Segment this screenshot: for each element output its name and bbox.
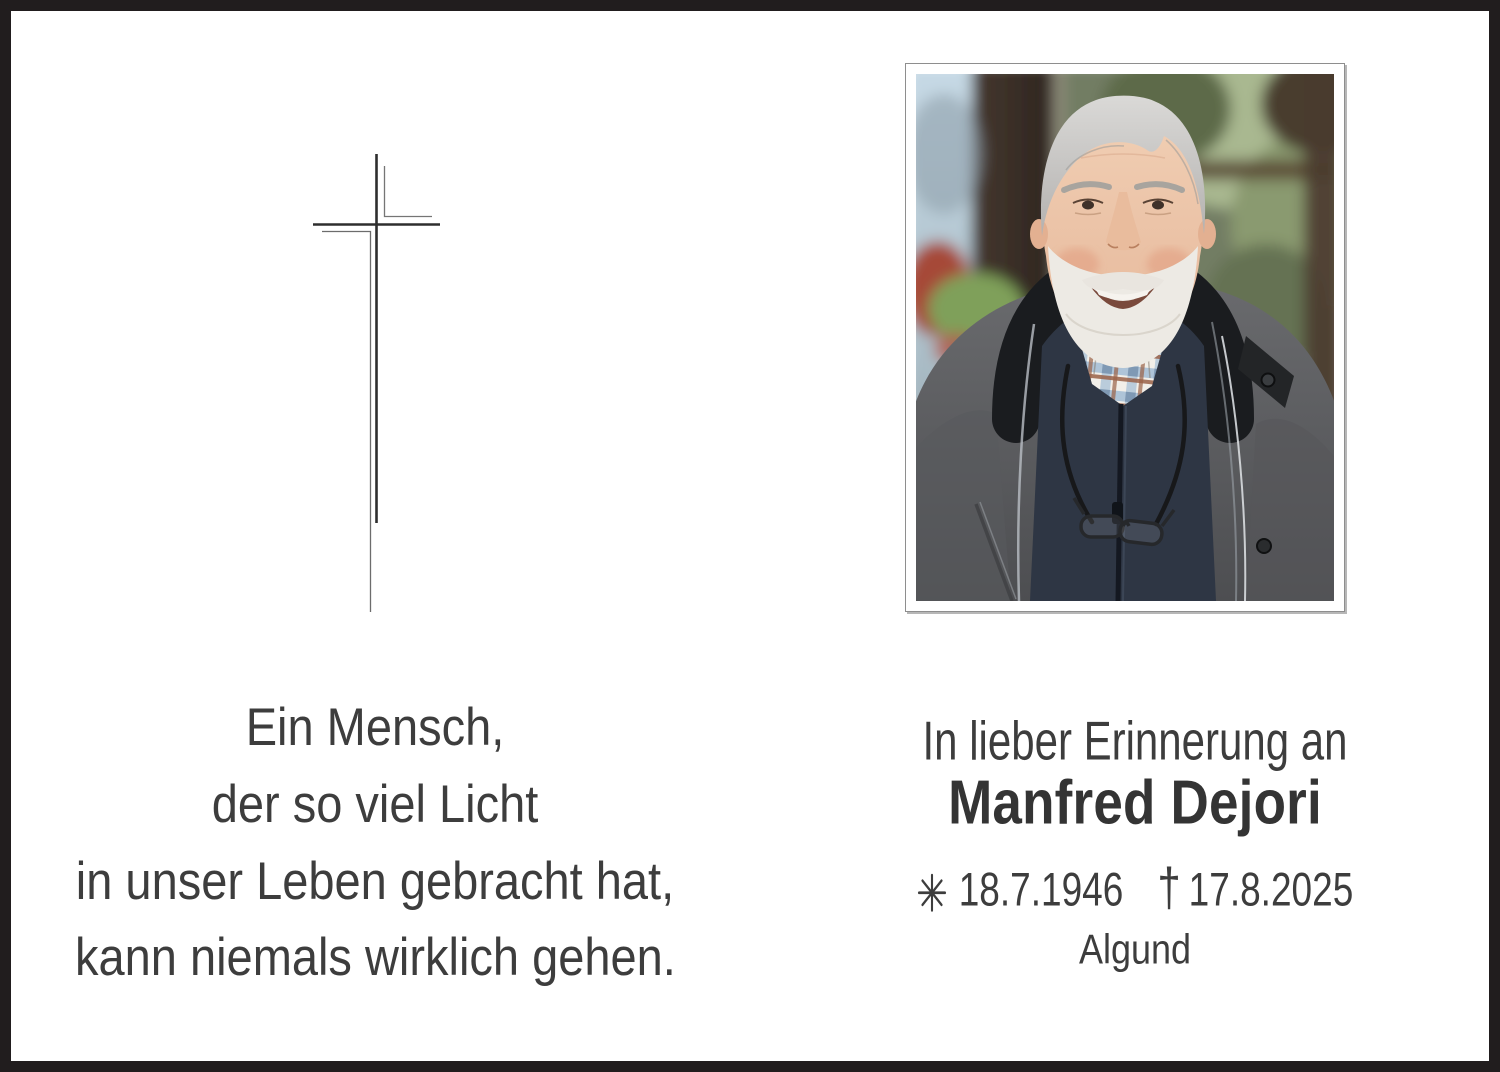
verse-line: kann niemals wirklich gehen. [75, 926, 676, 986]
birth-date: 18.7.1946 [958, 863, 1124, 916]
place-name: Algund [1078, 925, 1192, 973]
death-cross-icon: † [1157, 857, 1181, 917]
remembrance-intro: In lieber Erinnerung an [922, 710, 1348, 772]
verse-line: der so viel Licht [211, 773, 539, 833]
verse-line: Ein Mensch, [245, 696, 505, 756]
birth-star-icon [917, 874, 947, 912]
memorial-cross-icon [300, 145, 460, 635]
verse-line: in unser Leben gebracht hat, [75, 850, 675, 910]
deceased-name: Manfred Dejori [948, 768, 1322, 838]
portrait-photo [916, 74, 1334, 601]
death-date: 17.8.2025 [1188, 863, 1354, 916]
portrait-photo-frame [905, 63, 1345, 612]
life-dates [874, 857, 1396, 917]
